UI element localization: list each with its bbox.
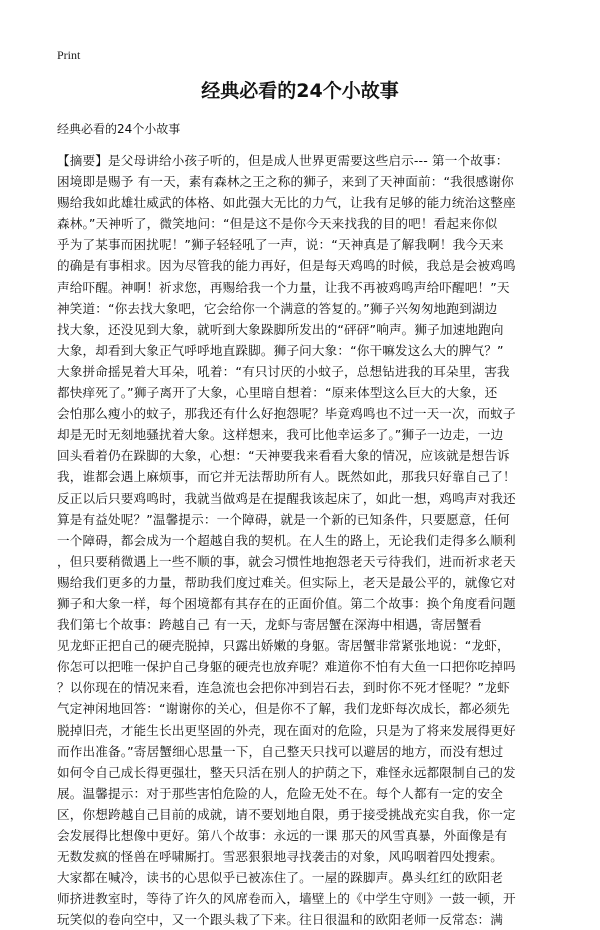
article-line: 展。温馨提示：对于那些害怕危险的人，危险无处不在。每个人都有一定的安全 [57,785,504,801]
article-line: 大家都在喊冷，读书的心思似乎已被冻住了。一屋的跺脚声。鼻头红红的欧阳老 [57,870,504,886]
article-line: 而作出准备。”寄居蟹细心思量一下，自己整天只找可以避居的地方，而没有想过 [57,743,504,759]
article-body [57,150,543,930]
article-line: 算是有益处呢？”温馨提示：一个障碍，就是一个新的已知条件，只要愿意，任何 [57,511,510,527]
article-line: 无数发疯的怪兽在呼啸厮打。雪恶狠狠地寻找袭击的对象，风呜咽着四处搜索。 [57,849,504,865]
article-line: 声给吓醒。神啊！祈求您，再赐给我一个力量，让我不再被鸡鸣声给吓醒吧！”天 [57,279,510,295]
print-link[interactable]: Print [57,48,81,62]
article-line: 见龙虾正把自己的硬壳脱掉，只露出娇嫩的身躯。寄居蟹非常紧张地说：“龙虾， [57,638,510,654]
article-line: 大象拼命摇晃着大耳朵，吼着：“有只讨厌的小蚊子，总想钻进我的耳朵里，害我 [57,363,510,379]
article-line: 找大象，还没见到大象，就听到大象跺脚所发出的“砰砰”响声。狮子加速地跑向 [57,321,504,337]
page-title: 经典必看的24个小故事 [201,80,399,102]
article-line: 森林。”天神听了，微笑地问：“但是这不是你今天来找我的目的吧！看起来你似 [57,216,498,232]
article-line: 玩笑似的卷向空中，又一个跟头栽了下来。往日很温和的欧阳老师一反常态：满 [57,912,504,928]
article-line: 的确是有事相求。因为尽管我的能力再好，但是每天鸡鸣的时候，我总是会被鸡鸣 [57,258,516,274]
article-line: 赐给我如此雄壮威武的体格、如此强大无比的力气，让我有足够的能力统治这整座 [57,195,516,211]
article-line: 你怎可以把唯一保护自己身躯的硬壳也放弃呢？难道你不怕有大鱼一口把你吃掉吗 [57,659,516,675]
article-line: 会怕那么瘦小的蚊子，那我还有什么好抱怨呢？毕竟鸡鸣也不过一天一次，而蚊子 [57,406,516,422]
article-line: 狮子和大象一样，每个困境都有其存在的正面价值。第二个故事：换个角度看问题 [57,595,516,611]
article-line: ，但只要稍微遇上一些不顺的事，就会习惯性地抱怨老天亏待我们，进而祈求老天 [57,553,516,569]
article-line: 会发展得比想像中更好。第八个故事：永远的一课 那天的风雪真暴，外面像是有 [57,828,508,843]
article-line: 赐给我们更多的力量，帮助我们度过难关。但实际上，老天是最公平的，就像它对 [57,574,516,590]
document-subtitle: 经典必看的24个小故事 [57,122,181,136]
article-line: 乎为了某事而困扰呢！”狮子轻轻吼了一声，说：“天神真是了解我啊！我今天来 [57,237,504,253]
article-line: 反正以后只要鸡鸣时，我就当做鸡是在提醒我该起床了，如此一想，鸡鸣声对我还 [57,490,516,506]
article-line: 一个障碍，都会成为一个超越自我的契机。在人生的路上，无论我们走得多么顺利 [57,532,516,548]
article-line: 我，谁都会遇上麻烦事，而它并无法帮助所有人。既然如此，那我只好靠自己了！ [57,469,516,485]
article-line: 如何令自己成长得更强壮，整天只活在别人的护荫之下，难怪永远都限制自己的发 [57,764,516,780]
article-line: 大象，却看到大象正气呼呼地直跺脚。狮子问大象：“你干嘛发这么大的脾气？” [57,342,504,358]
article-line: 回头看着仍在跺脚的大象，心想：“天神要我来看看大象的情况，应该就是想告诉 [57,448,510,464]
article-line: 都快痒死了。”狮子离开了大象，心里暗自想着：“原来体型这么巨大的大象，还 [57,385,498,401]
article-line: 区，你想跨越自己目前的成就，请不要划地自限，勇于接受挑战充实自我，你一定 [57,806,516,822]
article-line: 【摘要】是父母讲给小孩子听的，但是成人世界更需要这些启示--- 第一个故事： [57,153,509,168]
article-line: 困境即是赐予 有一天，素有森林之王之称的狮子，来到了天神面前：“我很感谢你 [57,174,514,190]
article-line: 却是无时无刻地骚扰着大象。这样想来，我可比他幸运多了。”狮子一边走，一边 [57,427,504,443]
article-line: 神笑道：“你去找大象吧，它会给你一个满意的答复的。”狮子兴匆匆地跑到湖边 [57,300,498,316]
article-line: 师挤进教室时，等待了许久的风席卷而入，墙壁上的《中学生守则》一鼓一顿，开 [57,891,516,907]
article-line: 脱掉旧壳，才能生长出更坚固的外壳，现在面对的危险，只是为了将来发展得更好 [57,722,516,738]
article-line: 我们第七个故事：跨越自己 有一天，龙虾与寄居蟹在深海中相遇，寄居蟹看 [57,617,482,633]
article-line: 气定神闲地回答：“谢谢你的关心，但是你不了解，我们龙虾每次成长，都必须先 [57,701,510,717]
article-line: ？以你现在的情况来看，连急流也会把你冲到岩石去，到时你不死才怪呢？”龙虾 [57,680,510,696]
